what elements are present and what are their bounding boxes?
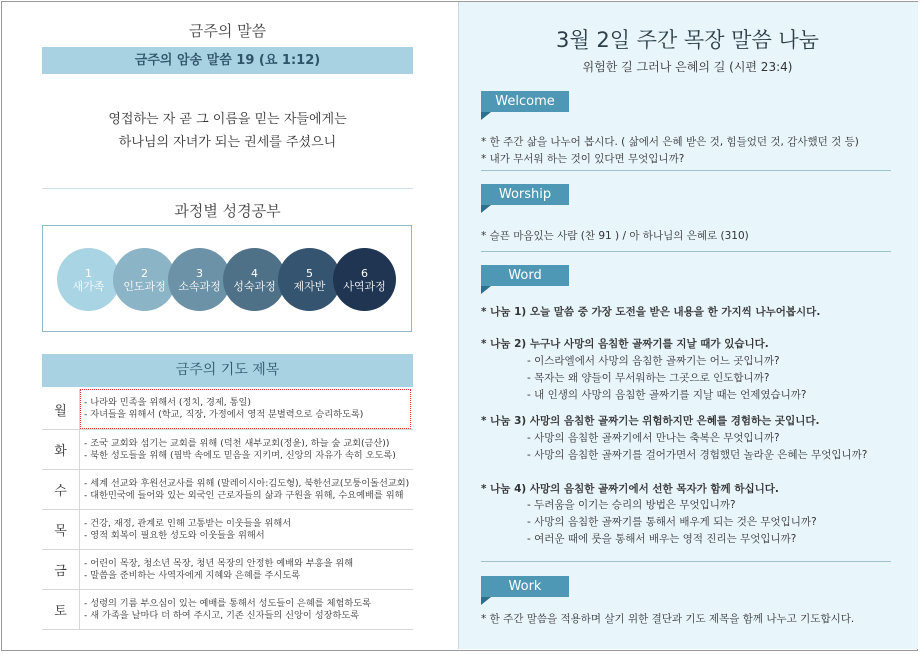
prayer-title: 금주의 기도 제목 bbox=[42, 354, 413, 387]
prayer-row bbox=[42, 510, 413, 550]
course-circle-2[interactable]: 2 인도과정 bbox=[113, 248, 176, 311]
word-subquestion: - 사망의 음침한 골짜기를 통해서 배우게 되는 것은 무엇입니까? bbox=[527, 516, 817, 528]
word-question-4: * 나눔 4) 사망의 음침한 골짜기에서 선한 목자가 함께 하십니다. bbox=[481, 483, 779, 495]
prayer-day: 목 bbox=[42, 510, 80, 549]
prayer-day: 수 bbox=[42, 470, 80, 509]
prayer-day: 금 bbox=[42, 550, 80, 589]
worship-item: * 슬픈 마음있는 사람 (찬 91 ) / 아 하나님의 은혜로 (310) bbox=[481, 230, 749, 242]
word-subquestion: - 목자는 왜 양들이 무서워하는 그곳으로 인도합니까? bbox=[527, 372, 770, 384]
verse-line: 영접하는 자 곧 그 이름을 믿는 자들에게는 bbox=[108, 112, 347, 127]
prayer-text: - 어린이 목장, 청소년 목장, 청년 목장의 안정한 예배와 부흥을 위해 - 말씀을 준비하는 사역자에게 지혜와 은혜를 주시도록 bbox=[84, 557, 354, 581]
welcome-item: * 내가 무서워 하는 것이 있다면 무엇입니까? bbox=[481, 153, 685, 165]
course-diagram bbox=[42, 225, 412, 332]
prayer-text: - 건강, 재정, 관계로 인해 고통받는 이웃들을 위해서 - 영적 회복이 필요한 성도와 이웃들을 위해서 bbox=[84, 517, 292, 541]
course-circle-5[interactable]: 5 제자반 bbox=[278, 248, 341, 311]
prayer-row bbox=[42, 389, 413, 430]
divider bbox=[42, 188, 413, 189]
course-circle-3[interactable]: 3 소속과정 bbox=[168, 248, 231, 311]
word-subquestion: - 사망의 음침한 골짜기를 걸어가면서 경험했던 놀라운 은혜는 무엇입니까? bbox=[527, 449, 868, 461]
prayer-day: 화 bbox=[42, 430, 80, 469]
work-tag: Work bbox=[481, 576, 569, 597]
word-subquestion: - 사망의 음침한 골짜기에서 만나는 축복은 무엇입니까? bbox=[527, 432, 780, 444]
weekly-word-title: 금주의 말씀 bbox=[188, 22, 267, 40]
prayer-text: - 성령의 기름 부으심이 있는 예배를 통해서 성도들이 은혜를 체험하도록 - 새 가족을 날마다 더 하여 주시고, 기존 신자들의 신앙이 성장하도록 bbox=[84, 597, 371, 621]
sharing-title: 3월 2일 주간 목장 말씀 나눔 bbox=[556, 28, 819, 52]
welcome-item: * 한 주간 삶을 나누어 봅시다. ( 삶에서 은혜 받은 것, 힘들었던 것, 감사했던 것 등) bbox=[481, 136, 859, 148]
sharing-subtitle: 위험한 길 그러나 은혜의 길 (시편 23:4) bbox=[582, 60, 793, 74]
course-circle-6[interactable]: 6 사역과정 bbox=[333, 248, 396, 311]
word-subquestion: - 내 인생의 사망의 음침한 골짜기를 지날 때는 언제였습니까? bbox=[527, 389, 807, 401]
prayer-text: - 조국 교회와 섬기는 교회를 위해 (덕천 새부교회(정윤), 하늘 숲 교회(금산)) - 북한 성도들을 위해 (핍박 속에도 믿음을 지키며, 신앙의 자유가 속히 오도록) bbox=[84, 437, 396, 461]
prayer-row bbox=[42, 470, 413, 510]
memory-verse-bar: 금주의 암송 말씀 19 (요 1:12) bbox=[42, 47, 413, 74]
prayer-day: 월 bbox=[42, 389, 80, 429]
section-divider bbox=[481, 170, 891, 171]
worship-tag: Worship bbox=[481, 184, 569, 205]
course-circle-1[interactable]: 1 새가족 bbox=[57, 248, 120, 311]
memory-verse-text bbox=[42, 108, 413, 154]
word-subquestion: - 이스라엘에서 사망의 음침한 골짜기는 어느 곳입니까? bbox=[527, 355, 780, 367]
prayer-row bbox=[42, 590, 413, 630]
welcome-tag: Welcome bbox=[481, 91, 569, 112]
work-item: * 한 주간 말씀을 적용하며 살기 위한 결단과 기도 제목을 함께 나누고 기도합시다. bbox=[481, 613, 855, 625]
course-study-title: 과정별 성경공부 bbox=[174, 202, 281, 220]
prayer-day: 토 bbox=[42, 590, 80, 629]
course-circle-4[interactable]: 4 성숙과정 bbox=[223, 248, 286, 311]
section-divider bbox=[481, 561, 891, 562]
word-question-2: * 나눔 2) 누구나 사망의 음침한 골짜기를 지날 때가 있습니다. bbox=[481, 338, 769, 350]
word-question-3: * 나눔 3) 사망의 음침한 골짜기는 위험하지만 은혜를 경험하는 곳입니다. bbox=[481, 415, 820, 427]
verse-line: 하나님의 자녀가 되는 권세를 주셨으니 bbox=[118, 135, 337, 150]
prayer-row bbox=[42, 430, 413, 470]
prayer-text: - 나라와 민족을 위해서 (정치, 경제, 통일) - 자녀들을 위해서 (학교, 직장, 가정에서 영적 분별력으로 승리하도록) bbox=[80, 389, 411, 429]
prayer-row bbox=[42, 550, 413, 590]
word-subquestion: - 여러운 때에 룻을 통해서 배우는 영적 진리는 무엇입니까? bbox=[527, 533, 797, 545]
section-divider bbox=[481, 251, 891, 252]
word-subquestion: - 두려움을 이기는 승리의 방법은 무엇입니까? bbox=[527, 499, 736, 511]
word-tag: Word bbox=[481, 265, 569, 286]
word-question-1: * 나눔 1) 오늘 말씀 중 가장 도전을 받은 내용을 한 가지씩 나누어봅시다. bbox=[481, 306, 821, 318]
prayer-text: - 세계 선교와 후원선교사를 위해 (말레이시아:김도형), 북한선교(모퉁이돌선교회) - 대한민국에 들어와 있는 외국인 근로자들의 삶과 구원을 위해, 수요예배를 위해 bbox=[84, 477, 410, 501]
